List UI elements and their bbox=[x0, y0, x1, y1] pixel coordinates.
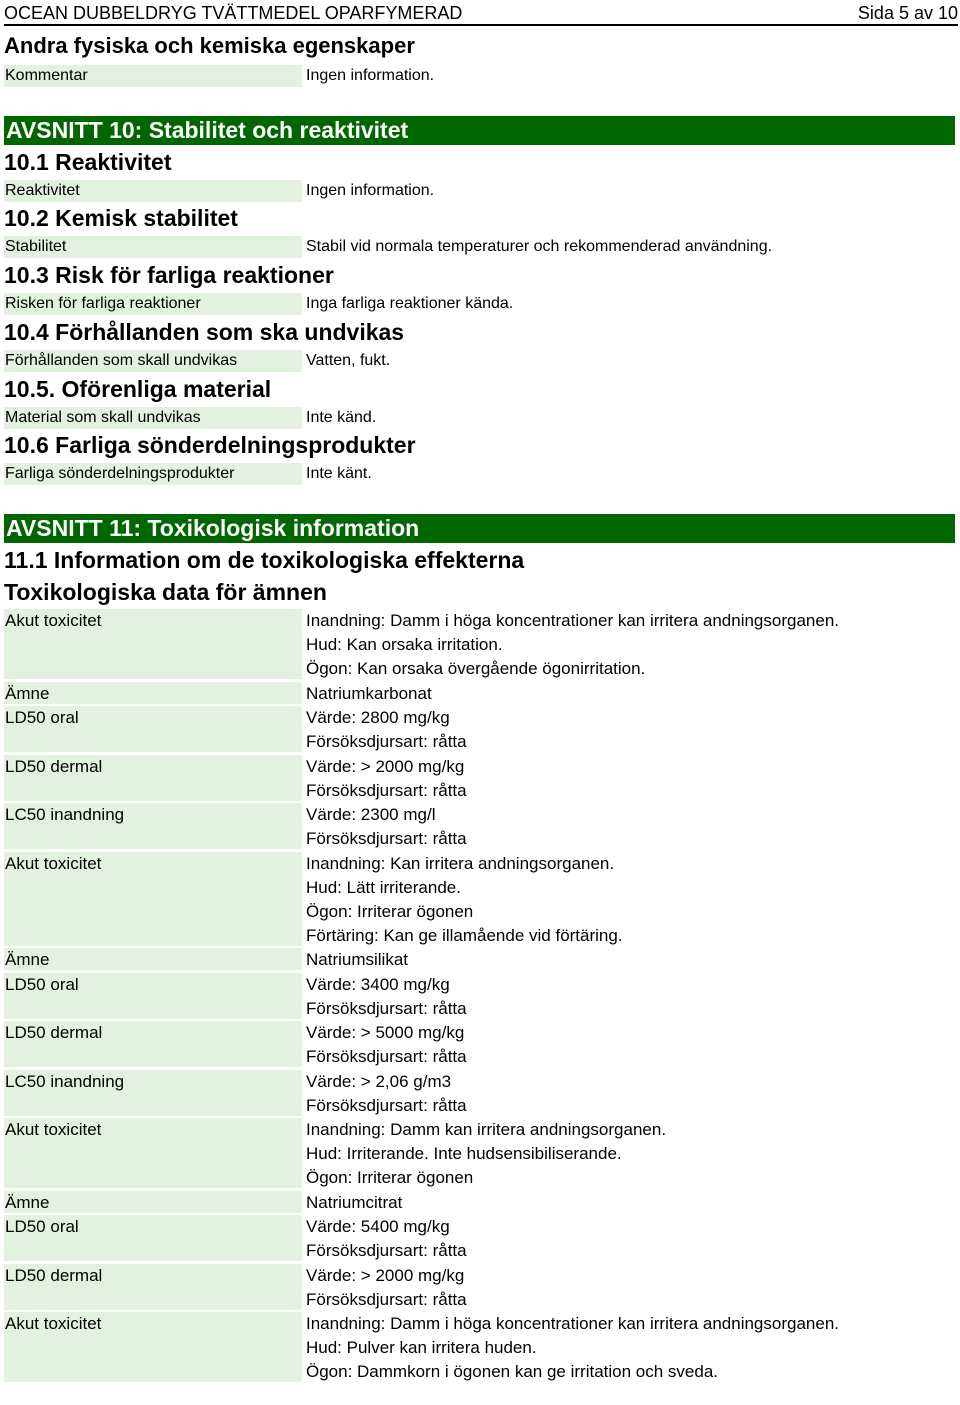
heading-10-6: 10.6 Farliga sönderdelningsprodukter bbox=[4, 432, 416, 458]
heading-10-2: 10.2 Kemisk stabilitet bbox=[4, 205, 238, 231]
document-title: OCEAN DUBBELDRYG TVÄTTMEDEL OPARFYMERAD bbox=[4, 2, 463, 23]
reactivity-label: Reaktivitet bbox=[4, 180, 302, 202]
tox-value-line: Värde: > 2000 mg/kg bbox=[306, 756, 465, 776]
tox-value-line: Värde: 3400 mg/kg bbox=[306, 974, 450, 994]
tox-row-value bbox=[306, 609, 839, 681]
tox-row-value bbox=[306, 1312, 839, 1384]
reactivity-value: Ingen information. bbox=[306, 182, 435, 199]
stability-label: Stabilitet bbox=[4, 236, 302, 258]
tox-value-line: Ögon: Irriterar ögonen bbox=[306, 901, 474, 921]
tox-value-line: Förtäring: Kan ge illamående vid förtäring. bbox=[306, 925, 623, 945]
incompatible-materials-label: Material som skall undvikas bbox=[4, 407, 302, 429]
tox-row-value bbox=[306, 706, 467, 754]
tox-value-line: Värde: > 2000 mg/kg bbox=[306, 1265, 465, 1285]
tox-value-line: Värde: 5400 mg/kg bbox=[306, 1217, 450, 1236]
tox-row-value bbox=[306, 755, 467, 803]
section-10-band: AVSNITT 10: Stabilitet och reaktivitet bbox=[4, 116, 955, 145]
heading-10-3: 10.3 Risk för farliga reaktioner bbox=[4, 262, 334, 288]
tox-row-label: LD50 oral bbox=[4, 1215, 302, 1261]
tox-row-label: LD50 dermal bbox=[4, 1264, 302, 1310]
tox-row-value bbox=[306, 852, 623, 948]
tox-row-value bbox=[306, 803, 467, 851]
decomposition-products-label: Farliga sönderdelningsprodukter bbox=[4, 463, 302, 485]
tox-value-line: Försöksdjursart: råtta bbox=[306, 829, 467, 848]
tox-value-line: Natriumsilikat bbox=[306, 950, 409, 969]
tox-value-line: Inandning: Kan irritera andningsorganen. bbox=[306, 853, 615, 873]
tox-value-line: Ögon: Irriterar ögonen bbox=[306, 1168, 474, 1187]
comment-label: Kommentar bbox=[4, 65, 302, 87]
tox-row-label: LC50 inandning bbox=[4, 1070, 302, 1116]
tox-row-label: LD50 oral bbox=[4, 706, 302, 752]
tox-value-line: Inandning: Damm i höga koncentrationer kan irritera andningsorganen. bbox=[306, 1314, 839, 1333]
hazardous-reactions-value: Inga farliga reaktioner kända. bbox=[306, 295, 514, 312]
tox-value-line: Försöksdjursart: råtta bbox=[306, 1241, 467, 1260]
tox-row-label: LD50 dermal bbox=[4, 755, 302, 801]
hazardous-reactions-label: Risken för farliga reaktioner bbox=[4, 293, 302, 315]
tox-row-value bbox=[306, 1021, 467, 1069]
tox-row-label: Ämne bbox=[4, 682, 302, 704]
incompatible-materials-value: Inte känd. bbox=[306, 409, 377, 426]
tox-row-label: LD50 dermal bbox=[4, 1021, 302, 1067]
tox-row-value bbox=[306, 1191, 402, 1215]
tox-row-label: Akut toxicitet bbox=[4, 1118, 302, 1188]
tox-row-label: Akut toxicitet bbox=[4, 609, 302, 679]
tox-row-label: Akut toxicitet bbox=[4, 852, 302, 946]
tox-value-line: Inandning: Damm kan irritera andningsorganen. bbox=[306, 1120, 667, 1139]
heading-10-1: 10.1 Reaktivitet bbox=[4, 149, 172, 175]
tox-value-line: Värde: > 5000 mg/kg bbox=[306, 1023, 465, 1042]
section-11-band: AVSNITT 11: Toxikologisk information bbox=[4, 514, 955, 543]
tox-value-line: Värde: 2300 mg/l bbox=[306, 805, 436, 824]
decomposition-products-value: Inte känt. bbox=[306, 465, 372, 482]
tox-value-line: Försöksdjursart: råtta bbox=[306, 1095, 467, 1115]
tox-value-line: Försöksdjursart: råtta bbox=[306, 1289, 467, 1309]
page-header bbox=[4, 2, 958, 26]
tox-row-value bbox=[306, 973, 467, 1021]
tox-row-value bbox=[306, 948, 408, 972]
tox-value-line: Värde: > 2,06 g/m3 bbox=[306, 1071, 452, 1091]
tox-value-line: Hud: Kan orsaka irritation. bbox=[306, 635, 503, 654]
tox-value-line: Hud: Lätt irriterande. bbox=[306, 877, 461, 897]
conditions-value: Vatten, fukt. bbox=[306, 352, 391, 369]
tox-value-line: Natriumkarbonat bbox=[306, 683, 432, 703]
tox-value-line: Ögon: Dammkorn i ögonen kan ge irritation och sveda. bbox=[306, 1362, 719, 1381]
tox-row-value bbox=[306, 1264, 467, 1312]
tox-row-value bbox=[306, 1215, 467, 1263]
tox-row-value bbox=[306, 682, 432, 706]
tox-value-line: Ögon: Kan orsaka övergående ögonirritation. bbox=[306, 659, 646, 678]
comment-value: Ingen information. bbox=[306, 67, 435, 84]
tox-value-line: Natriumcitrat bbox=[306, 1192, 403, 1212]
tox-value-line: Hud: Irriterande. Inte hudsensibiliserande. bbox=[306, 1144, 622, 1163]
tox-value-line: Försöksdjursart: råtta bbox=[306, 780, 467, 800]
tox-row-value bbox=[306, 1118, 666, 1190]
stability-value: Stabil vid normala temperaturer och rekommenderad användning. bbox=[306, 238, 773, 255]
page-number: Sida 5 av 10 bbox=[857, 2, 958, 23]
tox-row-label: Ämne bbox=[4, 948, 302, 970]
tox-value-line: Hud: Pulver kan irritera huden. bbox=[306, 1338, 537, 1357]
other-properties-heading: Andra fysiska och kemiska egenskaper bbox=[4, 33, 415, 58]
tox-value-line: Värde: 2800 mg/kg bbox=[306, 708, 450, 727]
tox-row-value bbox=[306, 1070, 467, 1118]
tox-value-line: Försöksdjursart: råtta bbox=[306, 1047, 467, 1066]
heading-10-5: 10.5. Oförenliga material bbox=[4, 376, 272, 402]
heading-11-1: 11.1 Information om de toxikologiska effekterna bbox=[4, 547, 525, 573]
tox-value-line: Försöksdjursart: råtta bbox=[306, 732, 467, 751]
heading-10-4: 10.4 Förhållanden som ska undvikas bbox=[4, 319, 405, 345]
conditions-label: Förhållanden som skall undvikas bbox=[4, 350, 302, 372]
tox-row-label: Ämne bbox=[4, 1191, 302, 1213]
tox-row-label: LD50 oral bbox=[4, 973, 302, 1019]
tox-value-line: Försöksdjursart: råtta bbox=[306, 998, 467, 1018]
tox-value-line: Inandning: Damm i höga koncentrationer kan irritera andningsorganen. bbox=[306, 611, 839, 630]
tox-row-label: Akut toxicitet bbox=[4, 1312, 302, 1382]
toxicological-data-heading: Toxikologiska data för ämnen bbox=[4, 579, 327, 605]
tox-row-label: LC50 inandning bbox=[4, 803, 302, 849]
